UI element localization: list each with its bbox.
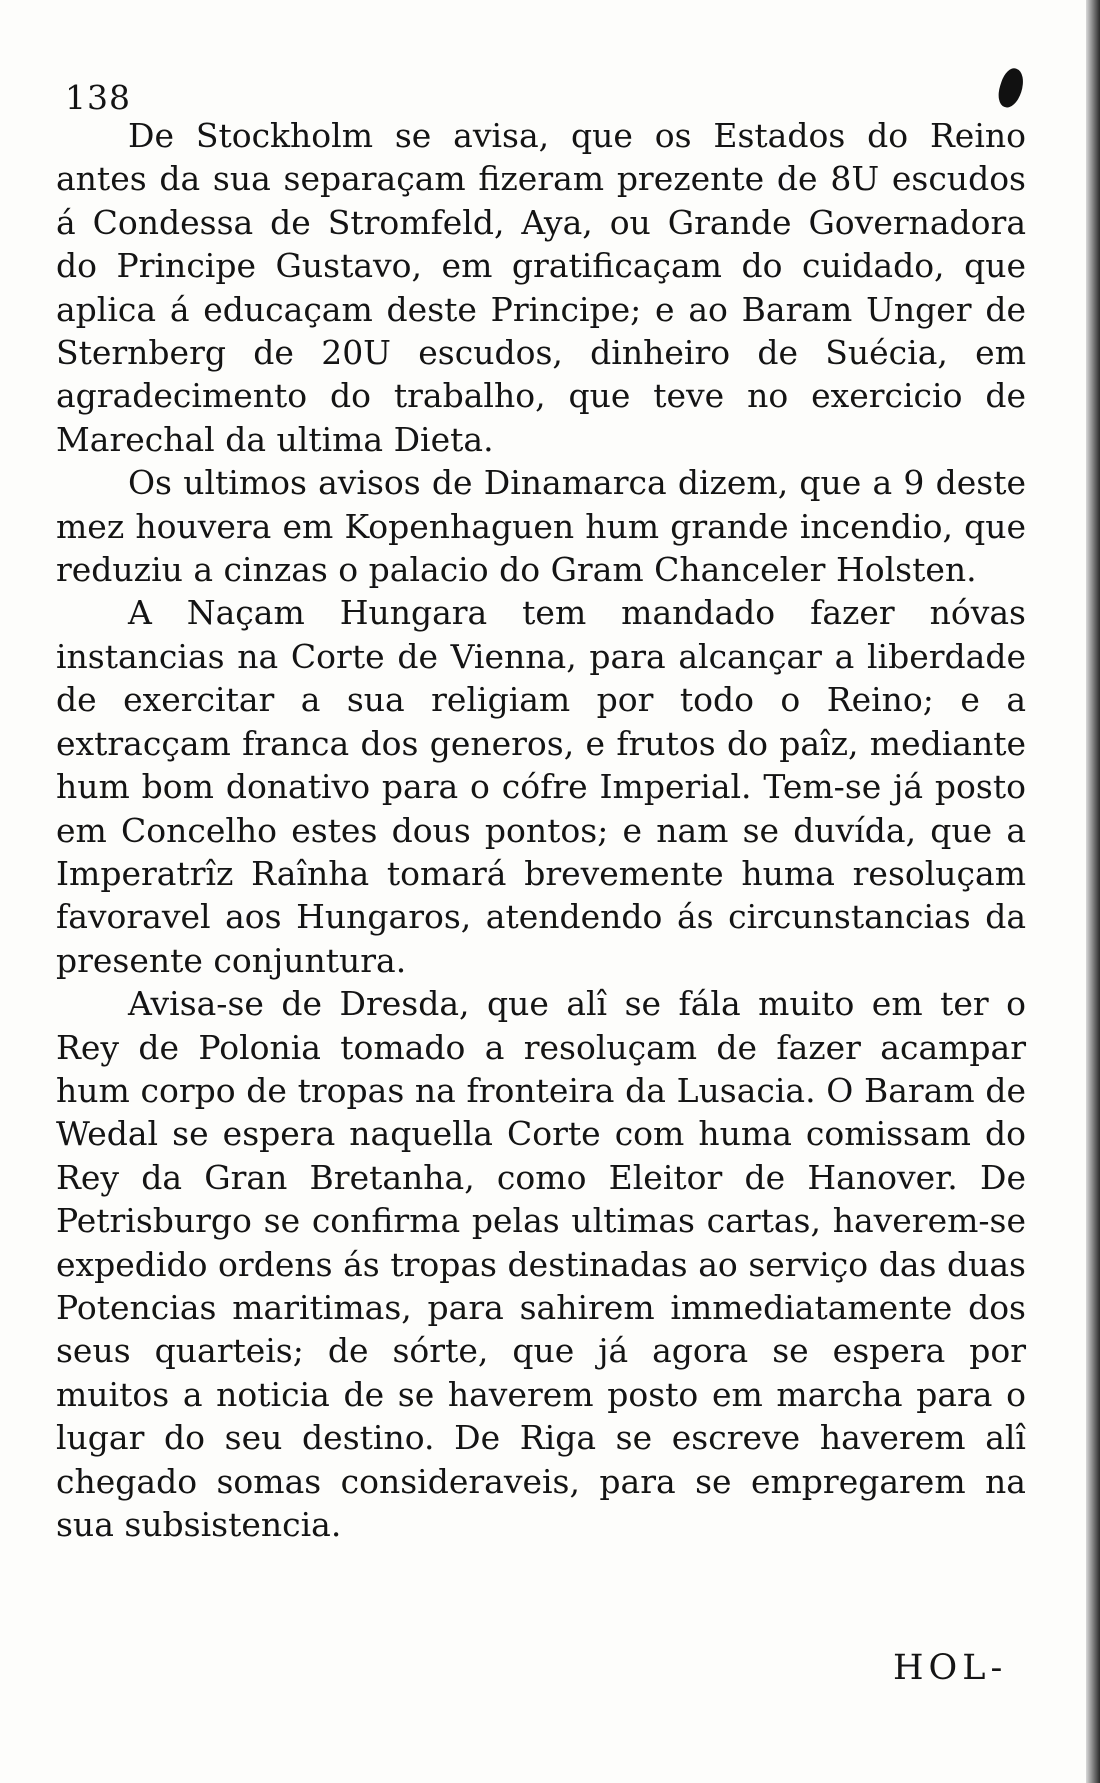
book-spine-shadow <box>1086 0 1100 1783</box>
paragraph-dinamarca: Os ultimos avisos de Dinamarca dizem, que a 9 deste mez houvera em Kopenhaguen hum grande incendio, que reduziu a cinzas o palacio do Gram Chanceler Holsten. <box>56 463 1026 590</box>
body-text <box>56 114 1026 1546</box>
paragraph-stockholm: De Stockholm se avisa, que os Estados do Reino antes da sua separaçam fizeram prezente de 8U escudos á Condessa de Stromfeld, Aya, ou Grande Governadora do Principe Gustavo, em gratificaçam do cuidado, que aplica á educaçam deste Principe; e ao Baram Unger de Sternberg de 20U escudos, dinheiro de Suécia, em agradecimento do trabalho, que teve no exercicio de Marechal da ultima Dieta. <box>56 116 1026 459</box>
paragraph-dresda: Avisa-se de Dresda, que alî se fála muito em ter o Rey de Polonia tomado a resoluçam de fazer acampar hum corpo de tropas na fronteira da Lusacia. O Baram de Wedal se espera naquella Corte com huma comissam do Rey da Gran Bretanha, como Eleitor de Hanover. De Petrisburgo se confirma pelas ultimas cartas, haverem-se expedido ordens ás tropas destinadas ao serviço das duas Potencias maritimas, para sahirem immediatamente dos seus quarteis; de sórte, que já agora se espera por muitos a noticia de se haverem posto em marcha para o lugar do seu destino. De Riga se escreve haverem alî chegado somas consideraveis, para se empregarem na sua subsistencia. <box>56 984 1026 1544</box>
ink-blot <box>994 66 1027 111</box>
catchword: HOL- <box>893 1648 1008 1688</box>
paragraph-hungara: A Naçam Hungara tem mandado fazer nóvas instancias na Corte de Vienna, para alcançar a liberdade de exercitar a sua religiam por todo o Reino; e a extracçam franca dos generos, e frutos do paîz, mediante hum bom donativo para o cófre Imperial. Tem-se já posto em Concelho estes dous pontos; e nam se duvída, que a Imperatrîz Raînha tomará brevemente huma resoluçam favoravel aos Hungaros, atendendo ás circunstancias da presente conjuntura. <box>56 593 1026 980</box>
page-number: 138 <box>65 78 131 117</box>
